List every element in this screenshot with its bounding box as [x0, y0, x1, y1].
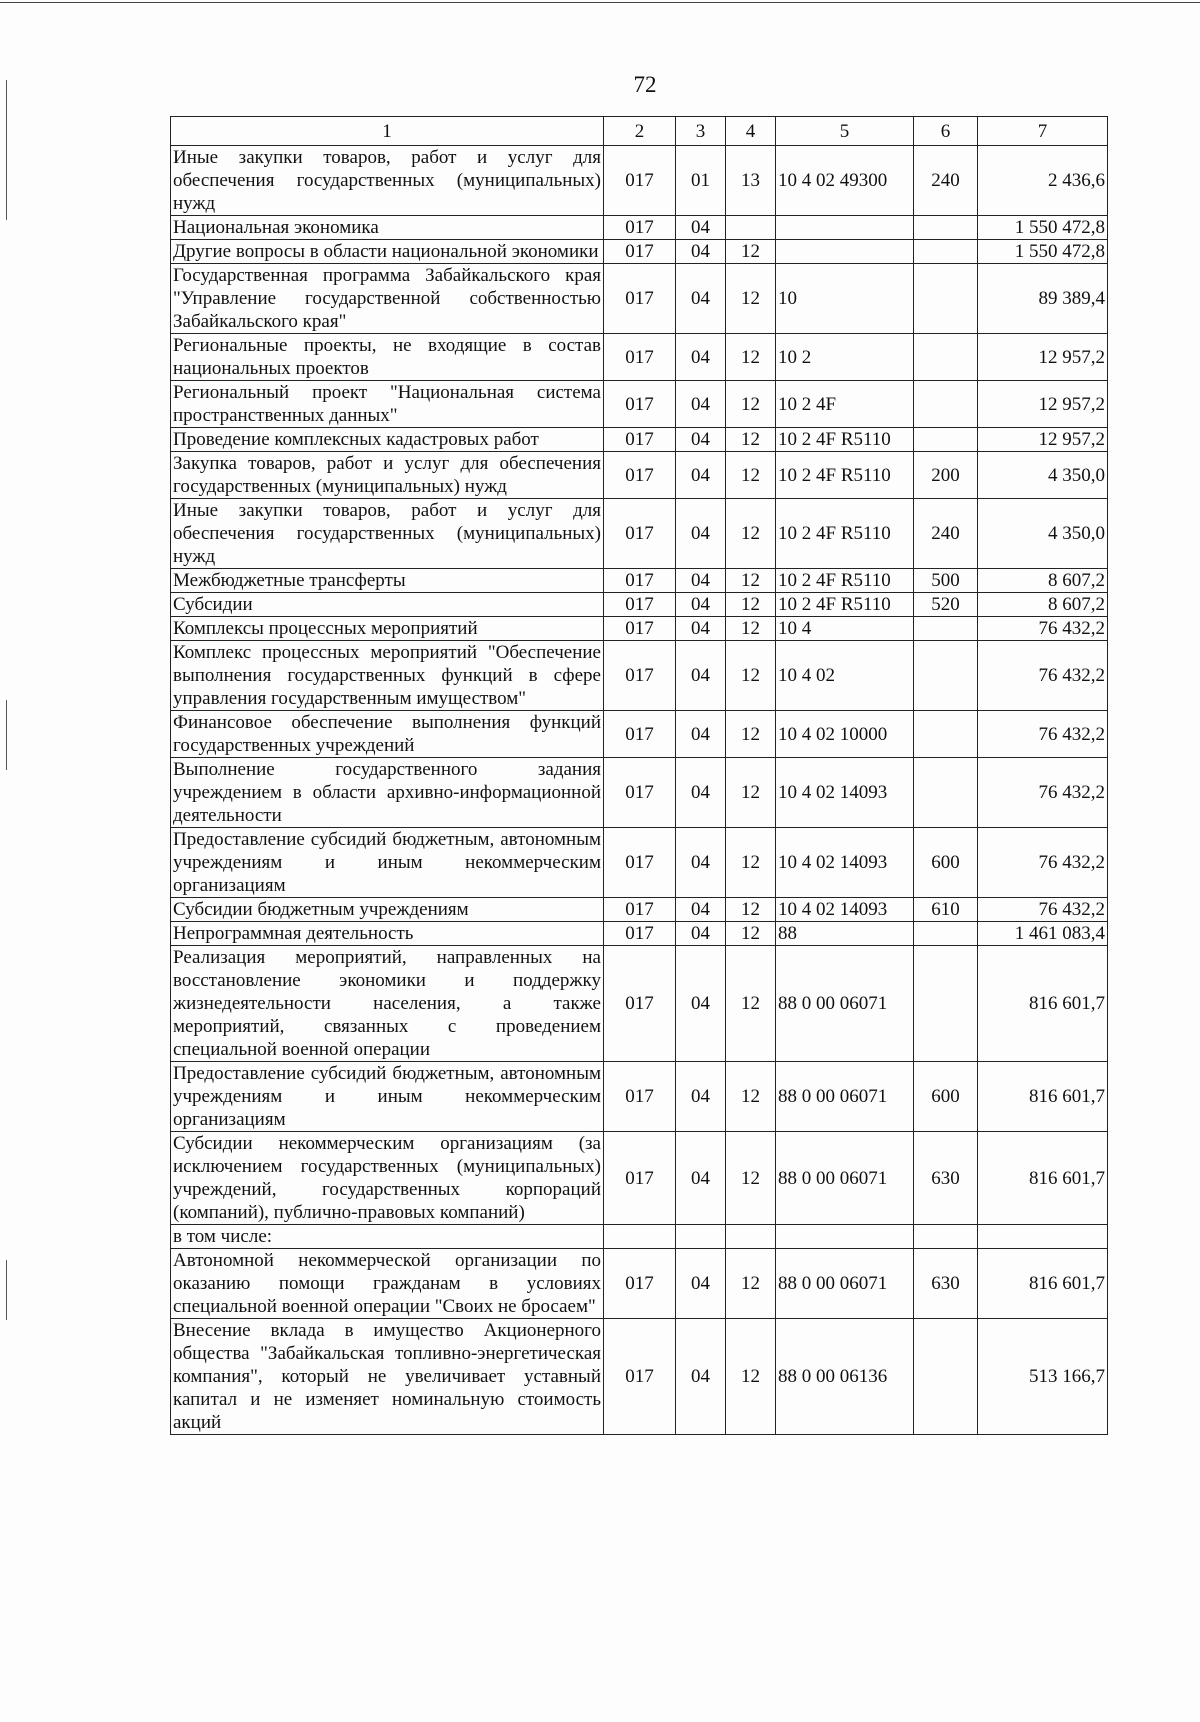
subsection-cell: 12 — [726, 593, 776, 617]
grbs-cell: 017 — [604, 1132, 676, 1225]
section-cell — [676, 1225, 726, 1249]
target-article-cell: 10 2 4F R5110 — [776, 452, 914, 499]
section-cell: 04 — [676, 240, 726, 264]
expense-type-cell — [914, 216, 978, 240]
subsection-cell: 12 — [726, 617, 776, 641]
row-name-cell: Иные закупки товаров, работ и услуг для обеспечения государственных (муниципальных) нужд — [171, 146, 604, 216]
amount-cell: 76 432,2 — [978, 711, 1108, 758]
section-cell: 04 — [676, 946, 726, 1062]
top-border-line — [0, 2, 1200, 3]
grbs-cell: 017 — [604, 617, 676, 641]
expense-type-cell: 240 — [914, 499, 978, 569]
target-article-cell: 88 0 00 06071 — [776, 1062, 914, 1132]
amount-cell: 1 550 472,8 — [978, 216, 1108, 240]
row-name-cell: Проведение комплексных кадастровых работ — [171, 428, 604, 452]
subsection-cell — [726, 216, 776, 240]
target-article-cell: 88 0 00 06071 — [776, 1132, 914, 1225]
amount-cell: 1 461 083,4 — [978, 922, 1108, 946]
grbs-cell: 017 — [604, 428, 676, 452]
subsection-cell: 12 — [726, 898, 776, 922]
table-row — [171, 428, 1108, 452]
table-row — [171, 1319, 1108, 1435]
section-cell: 04 — [676, 381, 726, 428]
table-row — [171, 569, 1108, 593]
amount-cell — [978, 1225, 1108, 1249]
expense-type-cell — [914, 946, 978, 1062]
table-row — [171, 1225, 1108, 1249]
expense-type-cell: 520 — [914, 593, 978, 617]
row-name-cell: Иные закупки товаров, работ и услуг для обеспечения государственных (муниципальных) нужд — [171, 499, 604, 569]
grbs-cell: 017 — [604, 146, 676, 216]
section-cell: 04 — [676, 711, 726, 758]
table-row — [171, 216, 1108, 240]
amount-cell: 89 389,4 — [978, 264, 1108, 334]
table-row — [171, 898, 1108, 922]
grbs-cell: 017 — [604, 641, 676, 711]
page-number: 72 — [633, 72, 657, 97]
amount-cell: 816 601,7 — [978, 946, 1108, 1062]
section-cell: 04 — [676, 452, 726, 499]
target-article-cell — [776, 240, 914, 264]
target-article-cell: 10 2 4F R5110 — [776, 593, 914, 617]
subsection-cell: 12 — [726, 946, 776, 1062]
amount-cell: 513 166,7 — [978, 1319, 1108, 1435]
grbs-cell: 017 — [604, 946, 676, 1062]
expense-type-cell — [914, 240, 978, 264]
subsection-cell: 12 — [726, 240, 776, 264]
table-row — [171, 711, 1108, 758]
budget-table — [170, 116, 1108, 1435]
column-header: 7 — [978, 117, 1108, 146]
grbs-cell: 017 — [604, 216, 676, 240]
target-article-cell: 88 0 00 06071 — [776, 946, 914, 1062]
row-name-cell: Субсидии бюджетным учреждениям — [171, 898, 604, 922]
row-name-cell: Другие вопросы в области национальной экономики — [171, 240, 604, 264]
target-article-cell: 10 4 02 — [776, 641, 914, 711]
expense-type-cell: 600 — [914, 1062, 978, 1132]
subsection-cell: 12 — [726, 1249, 776, 1319]
table-row — [171, 946, 1108, 1062]
row-name-cell: Комплекс процессных мероприятий "Обеспечение выполнения государственных функций в сфере управления государственным имуществом" — [171, 641, 604, 711]
grbs-cell — [604, 1225, 676, 1249]
grbs-cell: 017 — [604, 240, 676, 264]
row-name-cell: Предоставление субсидий бюджетным, автономным учреждениям и иным некоммерческим организациям — [171, 1062, 604, 1132]
row-name-cell: Государственная программа Забайкальского края "Управление государственной собственностью Забайкальского края" — [171, 264, 604, 334]
header-row — [171, 117, 1108, 146]
amount-cell: 76 432,2 — [978, 641, 1108, 711]
amount-cell: 816 601,7 — [978, 1249, 1108, 1319]
expense-type-cell: 600 — [914, 828, 978, 898]
table-row — [171, 146, 1108, 216]
row-name-cell: Комплексы процессных мероприятий — [171, 617, 604, 641]
grbs-cell: 017 — [604, 593, 676, 617]
target-article-cell — [776, 216, 914, 240]
row-name-cell: в том числе: — [171, 1225, 604, 1249]
row-name-cell: Непрограммная деятельность — [171, 922, 604, 946]
subsection-cell — [726, 1225, 776, 1249]
grbs-cell: 017 — [604, 264, 676, 334]
grbs-cell: 017 — [604, 381, 676, 428]
expense-type-cell: 240 — [914, 146, 978, 216]
section-cell: 04 — [676, 499, 726, 569]
amount-cell: 12 957,2 — [978, 428, 1108, 452]
row-name-cell: Выполнение государственного задания учреждением в области архивно-информационной деятельности — [171, 758, 604, 828]
amount-cell: 76 432,2 — [978, 758, 1108, 828]
grbs-cell: 017 — [604, 452, 676, 499]
section-cell: 01 — [676, 146, 726, 216]
table-row — [171, 641, 1108, 711]
subsection-cell: 12 — [726, 1319, 776, 1435]
column-header: 2 — [604, 117, 676, 146]
table-row — [171, 452, 1108, 499]
section-cell: 04 — [676, 1249, 726, 1319]
target-article-cell — [776, 1225, 914, 1249]
table-row — [171, 1249, 1108, 1319]
expense-type-cell: 610 — [914, 898, 978, 922]
expense-type-cell: 200 — [914, 452, 978, 499]
section-cell: 04 — [676, 593, 726, 617]
table-row — [171, 334, 1108, 381]
amount-cell: 76 432,2 — [978, 898, 1108, 922]
section-cell: 04 — [676, 569, 726, 593]
left-margin-mark — [6, 1260, 7, 1320]
expense-type-cell — [914, 711, 978, 758]
subsection-cell: 12 — [726, 499, 776, 569]
row-name-cell: Национальная экономика — [171, 216, 604, 240]
column-header: 6 — [914, 117, 978, 146]
target-article-cell: 10 2 — [776, 334, 914, 381]
amount-cell: 8 607,2 — [978, 569, 1108, 593]
subsection-cell: 12 — [726, 758, 776, 828]
amount-cell: 12 957,2 — [978, 334, 1108, 381]
table-row — [171, 828, 1108, 898]
amount-cell: 4 350,0 — [978, 499, 1108, 569]
grbs-cell: 017 — [604, 499, 676, 569]
expense-type-cell — [914, 381, 978, 428]
section-cell: 04 — [676, 1319, 726, 1435]
table-row — [171, 1132, 1108, 1225]
left-margin-mark — [6, 700, 7, 770]
grbs-cell: 017 — [604, 898, 676, 922]
target-article-cell: 10 4 02 14093 — [776, 898, 914, 922]
subsection-cell: 12 — [726, 1132, 776, 1225]
target-article-cell: 10 2 4F R5110 — [776, 569, 914, 593]
section-cell: 04 — [676, 828, 726, 898]
expense-type-cell — [914, 922, 978, 946]
row-name-cell: Предоставление субсидий бюджетным, автономным учреждениям и иным некоммерческим организациям — [171, 828, 604, 898]
row-name-cell: Межбюджетные трансферты — [171, 569, 604, 593]
subsection-cell: 12 — [726, 1062, 776, 1132]
table-row — [171, 1062, 1108, 1132]
target-article-cell: 10 4 02 14093 — [776, 828, 914, 898]
target-article-cell: 88 — [776, 922, 914, 946]
amount-cell: 4 350,0 — [978, 452, 1108, 499]
subsection-cell: 12 — [726, 922, 776, 946]
row-name-cell: Реализация мероприятий, направленных на восстановление экономики и поддержку жизнедеятельности населения, а также мероприятий, связанных с проведением специальной военной операции — [171, 946, 604, 1062]
section-cell: 04 — [676, 922, 726, 946]
column-header: 3 — [676, 117, 726, 146]
table-row — [171, 499, 1108, 569]
amount-cell: 816 601,7 — [978, 1132, 1108, 1225]
subsection-cell: 12 — [726, 452, 776, 499]
target-article-cell: 10 — [776, 264, 914, 334]
section-cell: 04 — [676, 641, 726, 711]
expense-type-cell — [914, 428, 978, 452]
target-article-cell: 88 0 00 06071 — [776, 1249, 914, 1319]
expense-type-cell — [914, 641, 978, 711]
expense-type-cell: 500 — [914, 569, 978, 593]
column-header: 4 — [726, 117, 776, 146]
row-name-cell: Региональные проекты, не входящие в состав национальных проектов — [171, 334, 604, 381]
target-article-cell: 88 0 00 06136 — [776, 1319, 914, 1435]
amount-cell: 2 436,6 — [978, 146, 1108, 216]
section-cell: 04 — [676, 1062, 726, 1132]
table-row — [171, 617, 1108, 641]
grbs-cell: 017 — [604, 711, 676, 758]
table-row — [171, 758, 1108, 828]
grbs-cell: 017 — [604, 1319, 676, 1435]
section-cell: 04 — [676, 1132, 726, 1225]
amount-cell: 1 550 472,8 — [978, 240, 1108, 264]
subsection-cell: 12 — [726, 641, 776, 711]
row-name-cell: Региональный проект "Национальная система пространственных данных" — [171, 381, 604, 428]
grbs-cell: 017 — [604, 922, 676, 946]
target-article-cell: 10 4 02 10000 — [776, 711, 914, 758]
target-article-cell: 10 2 4F R5110 — [776, 499, 914, 569]
left-margin-mark — [6, 80, 7, 220]
expense-type-cell — [914, 264, 978, 334]
grbs-cell: 017 — [604, 758, 676, 828]
grbs-cell: 017 — [604, 1249, 676, 1319]
subsection-cell: 12 — [726, 381, 776, 428]
amount-cell: 76 432,2 — [978, 617, 1108, 641]
amount-cell: 816 601,7 — [978, 1062, 1108, 1132]
expense-type-cell — [914, 617, 978, 641]
amount-cell: 76 432,2 — [978, 828, 1108, 898]
row-name-cell: Автономной некоммерческой организации по оказанию помощи гражданам в условиях специальной военной операции "Своих не бросаем" — [171, 1249, 604, 1319]
row-name-cell: Закупка товаров, работ и услуг для обеспечения государственных (муниципальных) нужд — [171, 452, 604, 499]
table-row — [171, 593, 1108, 617]
target-article-cell: 10 4 02 49300 — [776, 146, 914, 216]
target-article-cell: 10 2 4F — [776, 381, 914, 428]
table-row — [171, 381, 1108, 428]
grbs-cell: 017 — [604, 569, 676, 593]
column-header: 1 — [171, 117, 604, 146]
table-row — [171, 240, 1108, 264]
target-article-cell: 10 4 — [776, 617, 914, 641]
table-row — [171, 264, 1108, 334]
section-cell: 04 — [676, 216, 726, 240]
column-header: 5 — [776, 117, 914, 146]
row-name-cell: Субсидии — [171, 593, 604, 617]
subsection-cell: 12 — [726, 828, 776, 898]
subsection-cell: 12 — [726, 569, 776, 593]
row-name-cell: Внесение вклада в имущество Акционерного общества "Забайкальская топливно-энергетическая компания", который не увеличивает уставный капитал и не изменяет номинальную стоимость акций — [171, 1319, 604, 1435]
amount-cell: 12 957,2 — [978, 381, 1108, 428]
expense-type-cell — [914, 1319, 978, 1435]
grbs-cell: 017 — [604, 1062, 676, 1132]
section-cell: 04 — [676, 264, 726, 334]
section-cell: 04 — [676, 334, 726, 381]
section-cell: 04 — [676, 758, 726, 828]
grbs-cell: 017 — [604, 334, 676, 381]
target-article-cell: 10 2 4F R5110 — [776, 428, 914, 452]
subsection-cell: 12 — [726, 428, 776, 452]
row-name-cell: Финансовое обеспечение выполнения функций государственных учреждений — [171, 711, 604, 758]
subsection-cell: 12 — [726, 264, 776, 334]
subsection-cell: 12 — [726, 711, 776, 758]
expense-type-cell — [914, 334, 978, 381]
section-cell: 04 — [676, 617, 726, 641]
expense-type-cell — [914, 758, 978, 828]
grbs-cell: 017 — [604, 828, 676, 898]
expense-type-cell: 630 — [914, 1132, 978, 1225]
section-cell: 04 — [676, 898, 726, 922]
expense-type-cell — [914, 1225, 978, 1249]
subsection-cell: 12 — [726, 334, 776, 381]
row-name-cell: Субсидии некоммерческим организациям (за исключением государственных (муниципальных) учреждений, государственных корпораций (компаний), публично-правовых компаний) — [171, 1132, 604, 1225]
subsection-cell: 13 — [726, 146, 776, 216]
section-cell: 04 — [676, 428, 726, 452]
amount-cell: 8 607,2 — [978, 593, 1108, 617]
table-row — [171, 922, 1108, 946]
target-article-cell: 10 4 02 14093 — [776, 758, 914, 828]
expense-type-cell: 630 — [914, 1249, 978, 1319]
